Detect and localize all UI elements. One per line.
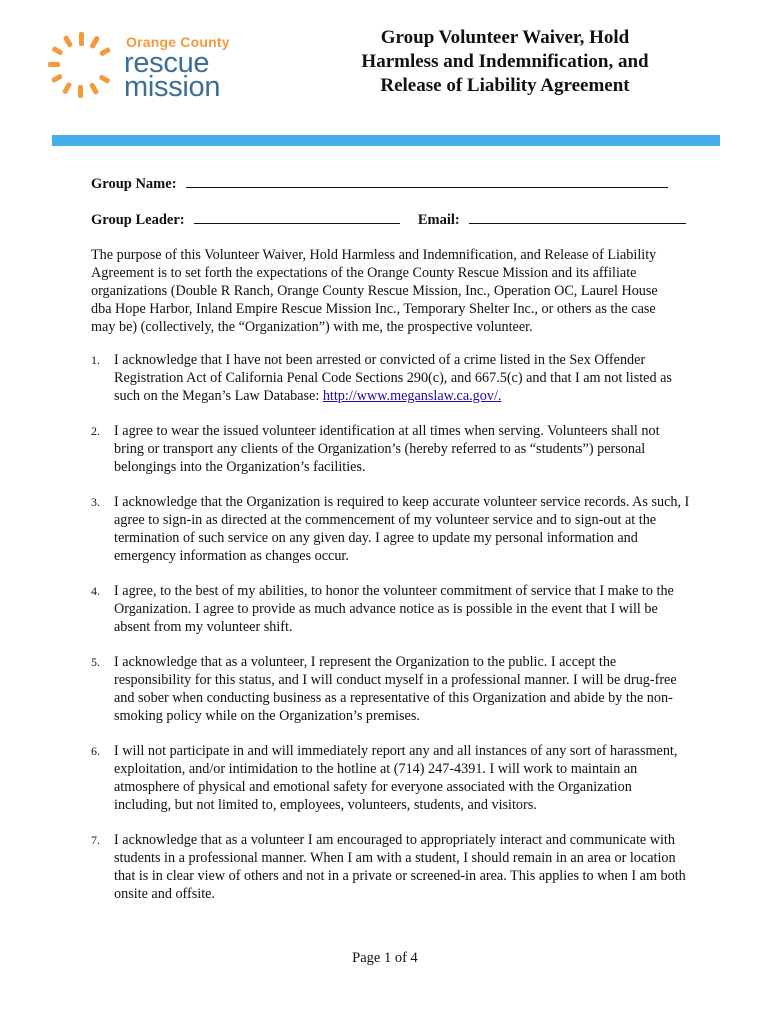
title-line: Group Volunteer Waiver, Hold bbox=[380, 27, 630, 48]
item-number: 4. bbox=[91, 584, 100, 598]
page-number: Page 1 of 4 bbox=[352, 950, 418, 966]
list-item bbox=[91, 351, 691, 405]
item-number: 5. bbox=[91, 655, 100, 669]
item-text: I acknowledge that the Organization is required to keep accurate volunteer service records. As such, I agree to sign-in as directed at the commencement of my volunteer service and to sign-out at the termination of such service on any given day. I agree to update my personal information and emergency information as changes occur. bbox=[114, 494, 690, 564]
header-divider-bar bbox=[52, 135, 720, 146]
item-number: 3. bbox=[91, 495, 100, 509]
logo-text-orange-county: Orange County bbox=[126, 34, 230, 50]
logo-text-mission: mission bbox=[124, 71, 221, 103]
item-text: I will not participate in and will immediately report any and all instances of any sort of harassment, exploitation, and/or intimidation to the hotline at (714) 247-4391. I will work to maintain an atmosphere of physical and emotional safety for everyone associated with the Organization including, but not limited to, employees, volunteers, students, and visitors. bbox=[114, 743, 678, 813]
item-number: 7. bbox=[91, 833, 100, 847]
item-text: I acknowledge that as a volunteer I am encouraged to appropriately interact and communicate with students in a professional manner. When I am with a student, I should remain in an area or location that is in clear view of others and not in a private or screened-in area. This applies to when I am both onsite and offsite. bbox=[114, 832, 686, 902]
group-name-field[interactable] bbox=[186, 174, 668, 188]
item-text: I acknowledge that as a volunteer, I represent the Organization to the public. I accept the responsibility for this status, and I will conduct myself in a professional manner. I will be drug-free and sober when conducting business as a representative of this Organization and abide by the non-smoking policy while on the Organization’s premises. bbox=[114, 654, 677, 724]
title-line: Release of Liability Agreement bbox=[380, 75, 630, 96]
list-item bbox=[91, 831, 691, 903]
sunburst-icon bbox=[46, 30, 120, 100]
list-item bbox=[91, 653, 691, 725]
meganslaw-link[interactable]: http://www.meganslaw.ca.gov/. bbox=[322, 388, 502, 404]
item-text: I agree to wear the issued volunteer identification at all times when serving. Volunteers shall not bring or transport any clients of the Organization’s (hereby referred to as “students”) personal belongings into the Organization’s facilities. bbox=[114, 423, 660, 475]
document-title bbox=[340, 26, 670, 98]
list-item bbox=[91, 422, 691, 476]
intro-paragraph: The purpose of this Volunteer Waiver, Hold Harmless and Indemnification, and Release of Liability Agreement is to set forth the expectations of the Orange County Rescue Mission and its affiliate organizations (Double R Ranch, Orange County Rescue Mission, Inc., Operation OC, Laurel House dba Hope Harbor, Inland Empire Rescue Mission Inc., Temporary Shelter Inc., or others as the case may be) (collectively, the “Organization”) with me, the prospective volunteer. bbox=[91, 247, 658, 335]
email-field[interactable] bbox=[469, 210, 686, 224]
item-number: 1. bbox=[91, 353, 100, 367]
group-name-row bbox=[91, 174, 668, 193]
logo-text-rescue: rescue bbox=[124, 47, 210, 79]
email-label: Email: bbox=[417, 212, 460, 228]
organization-logo bbox=[46, 28, 246, 103]
agreement-list bbox=[91, 351, 691, 920]
title-line: Harmless and Indemnification, and bbox=[361, 51, 649, 72]
group-leader-field[interactable] bbox=[194, 210, 400, 224]
item-text: I acknowledge that I have not been arrested or convicted of a crime listed in the Sex Offender Registration Act of California Penal Code Sections 290(c), and 667.5(c) and that I am not listed as such on the Megan’s Law Database: bbox=[114, 352, 672, 404]
item-number: 6. bbox=[91, 744, 100, 758]
group-name-label: Group Name: bbox=[91, 176, 177, 192]
group-leader-row bbox=[91, 210, 686, 229]
list-item bbox=[91, 742, 691, 814]
list-item bbox=[91, 493, 691, 565]
group-leader-label: Group Leader: bbox=[91, 212, 185, 228]
list-item bbox=[91, 582, 691, 636]
item-text: I agree, to the best of my abilities, to honor the volunteer commitment of service that I make to the Organization. I agree to provide as much advance notice as is possible in the event that I will be absent from my volunteer shift. bbox=[114, 583, 674, 635]
item-number: 2. bbox=[91, 424, 100, 438]
